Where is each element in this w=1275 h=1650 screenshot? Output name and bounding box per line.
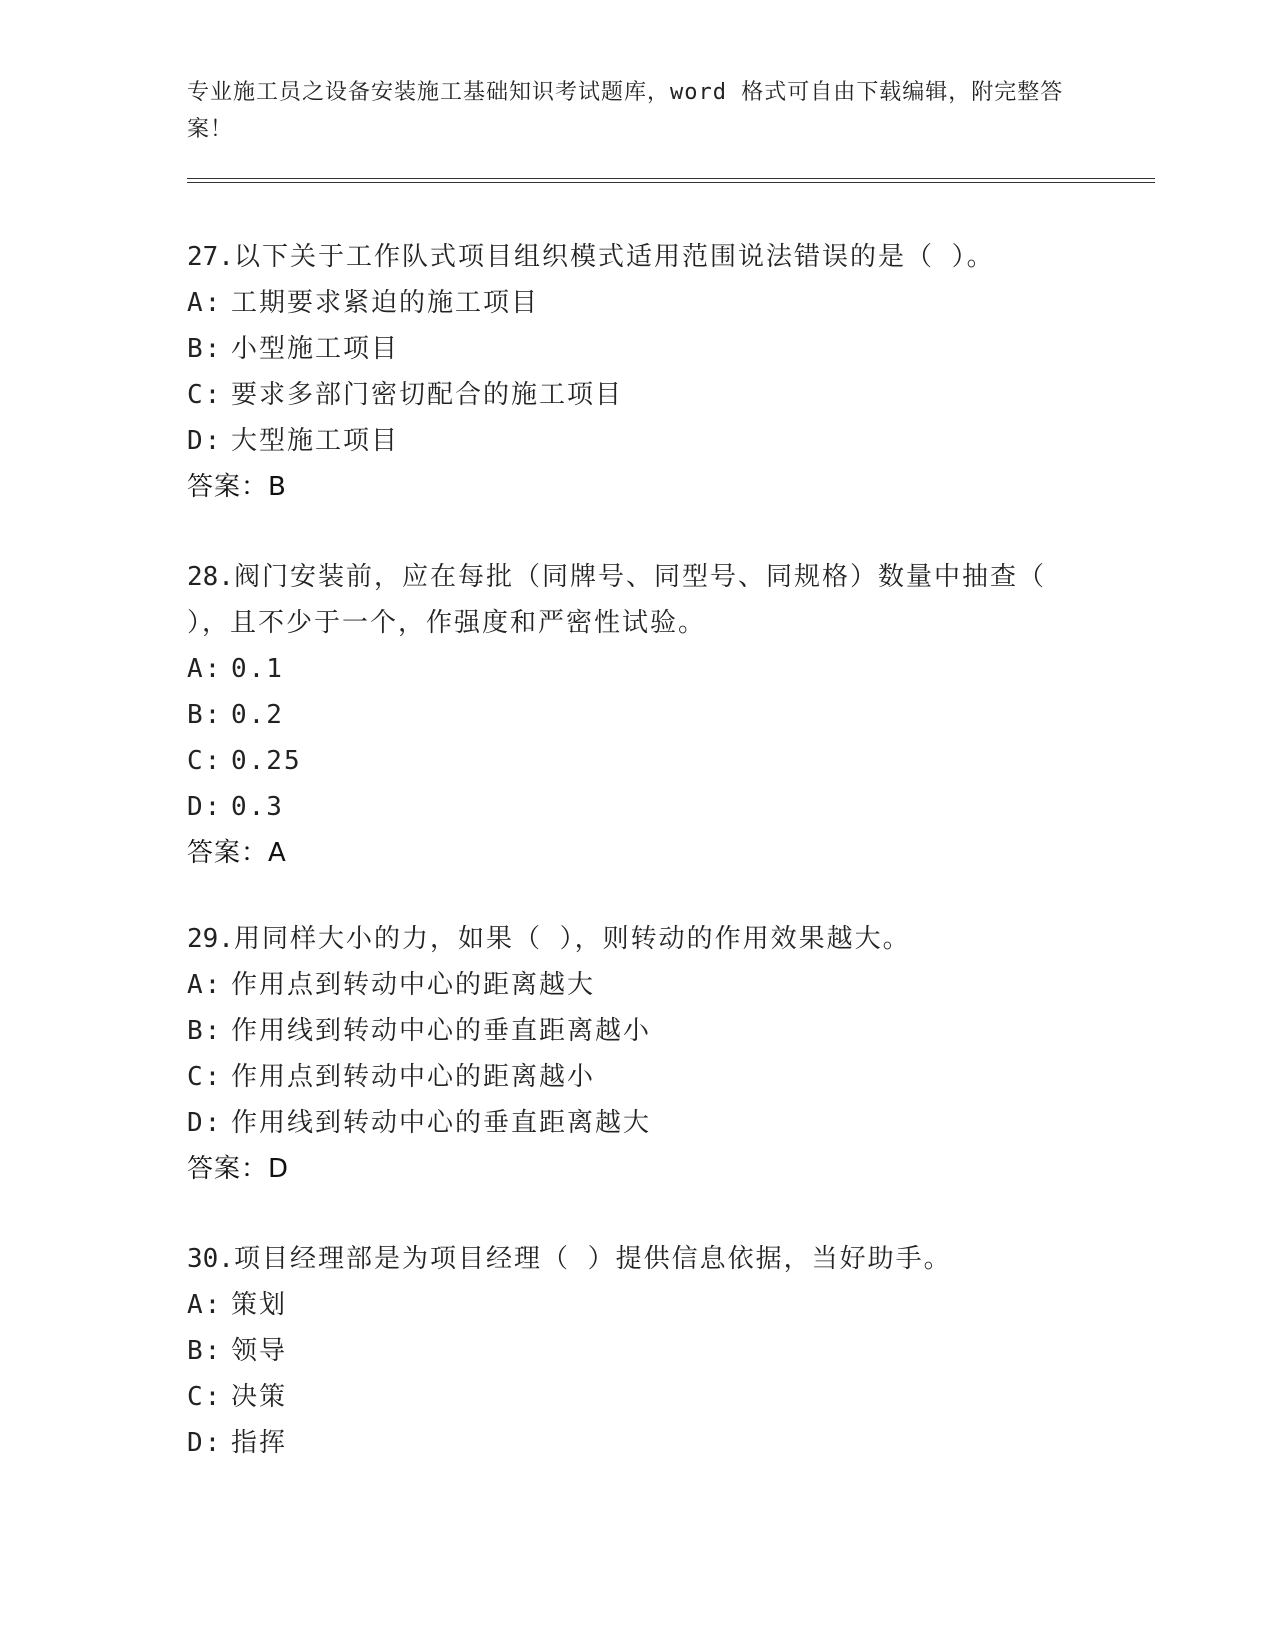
- option-text: 作用点到转动中心的距离越大: [231, 970, 596, 1000]
- option-key: A:: [187, 654, 223, 684]
- option-c: [187, 1374, 1087, 1420]
- option-text: 决策: [231, 1382, 288, 1412]
- option-text: 作用线到转动中心的垂直距离越小: [231, 1016, 652, 1046]
- question-27: [187, 234, 1087, 510]
- option-a: [187, 962, 1087, 1008]
- option-text: 0.1: [231, 654, 284, 684]
- option-text: 要求多部门密切配合的施工项目: [231, 380, 624, 410]
- option-text: 工期要求紧迫的施工项目: [231, 288, 540, 318]
- option-text: 作用点到转动中心的距离越小: [231, 1062, 596, 1092]
- option-key: B:: [187, 1016, 223, 1046]
- option-text: 0.25: [231, 746, 302, 776]
- question-text: 阀门安装前，应在每批（同牌号、同型号、同规格）数量中抽查（ ），且不少于一个，作强度和严密性试验。: [187, 562, 1046, 638]
- question-number: 27.: [187, 242, 234, 272]
- question-number: 28.: [187, 562, 234, 592]
- option-key: A:: [187, 288, 223, 318]
- option-text: 指挥: [231, 1428, 288, 1458]
- answer-line: 答案：B: [187, 472, 287, 502]
- option-a: [187, 1282, 1087, 1328]
- question-text: 用同样大小的力，如果（ ），则转动的作用效果越大。: [233, 924, 911, 954]
- option-b: [187, 1328, 1087, 1374]
- option-key: D:: [187, 1428, 223, 1458]
- option-c: [187, 738, 1087, 784]
- option-a: [187, 280, 1087, 326]
- option-key: C:: [187, 746, 223, 776]
- option-key: C:: [187, 380, 223, 410]
- option-text: 策划: [231, 1290, 288, 1320]
- option-text: 大型施工项目: [231, 426, 400, 456]
- header-divider-top: [187, 178, 1155, 179]
- option-c: [187, 1054, 1087, 1100]
- option-b: [187, 692, 1087, 738]
- option-key: B:: [187, 700, 223, 730]
- question-stem: [187, 554, 1087, 646]
- question-30: [187, 1236, 1087, 1466]
- option-key: D:: [187, 792, 223, 822]
- option-text: 0.3: [231, 792, 284, 822]
- option-text: 小型施工项目: [231, 334, 400, 364]
- option-b: [187, 326, 1087, 372]
- option-c: [187, 372, 1087, 418]
- question-stem: [187, 1236, 1087, 1282]
- option-key: B:: [187, 1336, 223, 1366]
- option-key: D:: [187, 426, 223, 456]
- option-d: [187, 418, 1087, 464]
- option-d: [187, 784, 1087, 830]
- header-divider-bottom: [187, 182, 1155, 183]
- option-text: 0.2: [231, 700, 284, 730]
- option-key: C:: [187, 1062, 223, 1092]
- option-b: [187, 1008, 1087, 1054]
- option-key: D:: [187, 1108, 223, 1138]
- option-key: A:: [187, 1290, 223, 1320]
- question-29: [187, 916, 1087, 1192]
- answer-line: 答案：A: [187, 838, 287, 868]
- question-text: 以下关于工作队式项目组织模式适用范围说法错误的是（ ）。: [233, 242, 995, 272]
- question-28: [187, 554, 1087, 876]
- question-text: 项目经理部是为项目经理（ ）提供信息依据，当好助手。: [233, 1244, 952, 1274]
- option-d: [187, 1100, 1087, 1146]
- question-number: 30.: [187, 1244, 234, 1274]
- question-stem: [187, 916, 1087, 962]
- option-text: 作用线到转动中心的垂直距离越大: [231, 1108, 652, 1138]
- document-header: 专业施工员之设备安装施工基础知识考试题库，word 格式可自由下载编辑，附完整答案！: [187, 80, 1064, 142]
- question-number: 29.: [187, 924, 234, 954]
- option-key: C:: [187, 1382, 223, 1412]
- option-d: [187, 1420, 1087, 1466]
- option-text: 领导: [231, 1336, 288, 1366]
- question-stem: [187, 234, 1087, 280]
- option-a: [187, 646, 1087, 692]
- answer-line: 答案：D: [187, 1154, 290, 1184]
- option-key: A:: [187, 970, 223, 1000]
- option-key: B:: [187, 334, 223, 364]
